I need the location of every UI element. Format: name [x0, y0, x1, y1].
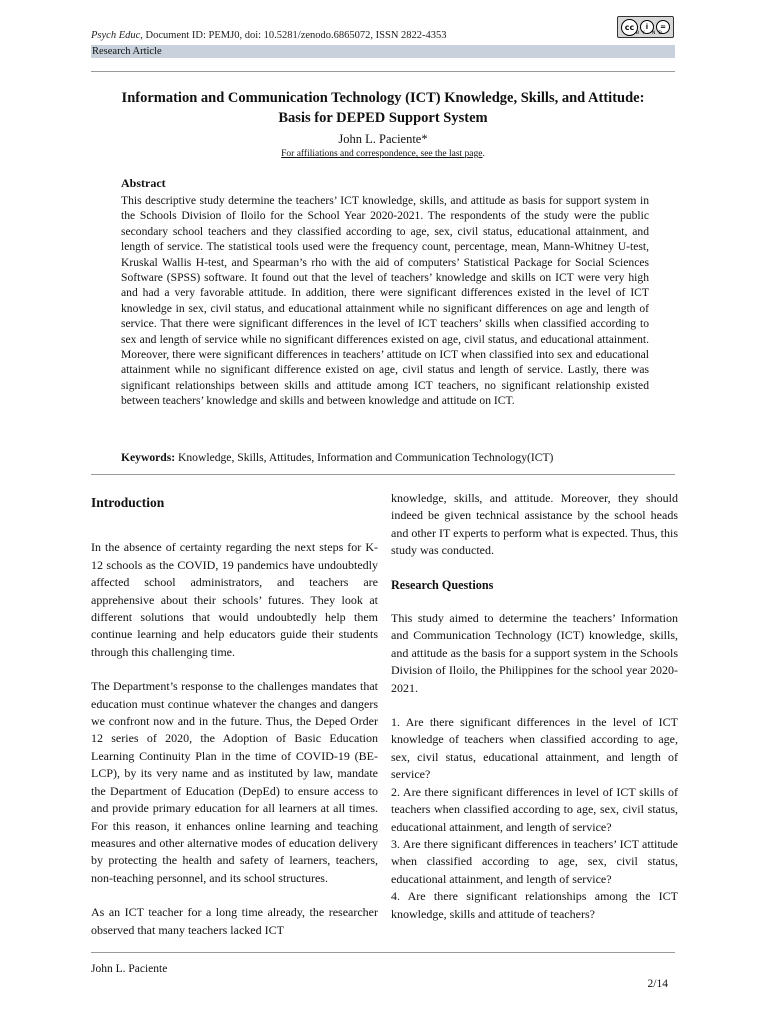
abstract-divider — [91, 474, 675, 475]
research-question: 4. Are there significant relationships among the ICT knowledge, skills and attitude of teachers? — [391, 889, 678, 921]
research-question: 2. Are there significant differences in level of ICT skills of teachers when classified according to age, sex, civil status, educational attainment, and length of service? — [391, 784, 678, 834]
affiliation-note — [91, 149, 675, 159]
abstract-heading: Abstract — [121, 176, 166, 190]
keywords-text: Knowledge, Skills, Attitudes, Information and Communication Technology(ICT) — [175, 451, 554, 464]
intro-paragraph-2: The Department’s response to the challenges mandates that education must continue whatever the changes and dangers we confront now and in the future. Thus, the Deped Order 12 series of 2020, the Adoption of Basic Education Learning Continuity Plan in the time of COVID-19 (BE-LCP), by its very name and as instituted by law, mandate the Department of Education (DepEd) to ensure access to and provide primary education for all learners at all times. For this reason, it enhances online learning and teaching measures and other alternative modes of education delivery by protecting the health and safety of learners, teachers, non-teaching personnel, and its school structures. — [91, 679, 378, 885]
keywords-label: Keywords: — [121, 451, 176, 464]
article-type-bar: Research Article — [91, 45, 675, 58]
affiliation-suffix: . — [482, 149, 485, 159]
journal-meta: , Document ID: PEMJ0, doi: 10.5281/zenodo.6865072, ISSN 2822-4353 — [140, 30, 447, 41]
introduction-heading: Introduction — [91, 495, 165, 510]
research-questions-list — [391, 714, 678, 923]
page-number: 2/14 — [647, 978, 668, 990]
no-derivatives-icon: = — [656, 20, 670, 34]
keywords — [121, 451, 649, 464]
right-column — [391, 490, 678, 923]
author-name: John L. Paciente* — [338, 132, 428, 146]
research-questions-heading: Research Questions — [391, 577, 494, 592]
intro-paragraph-3: As an ICT teacher for a long time already, the researcher observed that many teachers lacked ICT — [91, 905, 378, 937]
footer-author: John L. Paciente — [91, 963, 168, 975]
continuation-paragraph: knowledge, skills, and attitude. Moreover, they should indeed be given technical assistance by the school heads and other IT experts to perform what is expected. Thus, this study was conducted. — [391, 491, 678, 558]
paper-title — [91, 88, 675, 128]
title-line-1: Information and Communication Technology (ICT) Knowledge, Skills, and Attitude: — [121, 90, 645, 106]
intro-paragraph-1: In the absence of certainty regarding the next steps for K-12 schools as the COVID, 19 pandemics have undoubtedly affected school administrators, and teachers are apprehensive about their schools’ futures. They look at different solutions that would undoubtedly help them continue learning and help educators guide their students through this challenging time. — [91, 540, 378, 659]
abstract-text: This descriptive study determine the teachers’ ICT knowledge, skills, and attitude as basis for support system in the Schools Division of Iloilo for the School Year 2020-2021. The respondents of the study were the public secondary school teachers and they classified according to age, sex, civil status, educational attainment, and length of service. The statistical tools used were the frequency count, percentage, mean, Mann-Whitney U-test, Kruskal Wallis H-test, and Spearman’s rho with the aid of computers’ Statistical Package for Social Sciences Software (SPSS) software. It found out that the level of teachers’ knowledge and skills on ICT were very high and had a very favorable attitude. In addition, there were significant differences existed in the level of ICT knowledge in sex, civil status, and educational attainment while no significant differences on age and length of service. That there were significant differences in the level of ICT teachers’ skills when classified according to sex and length of service while no significant differences existed on age, civil status, and educational attainment. Moreover, there were significant differences in teachers’ attitude on ICT when classified into sex and educational attainment while no significant difference existed on age, civil status and length of service. Lastly, there was significant relationships between skills and attitude among ICT teachers, no significant relationship existed between teachers’ knowledge and skills and between knowledge and attitude on ICT. — [121, 194, 649, 408]
footer-divider — [91, 952, 675, 953]
cc-license-sub: BY ND — [636, 31, 665, 36]
left-column — [91, 490, 378, 956]
attribution-icon: i — [640, 20, 654, 34]
affiliation-link[interactable]: For affiliations and correspondence, see the last page — [281, 149, 483, 159]
journal-header — [91, 30, 611, 41]
header-divider — [91, 71, 675, 72]
research-question: 1. Are there significant differences in the level of ICT knowledge of teachers when classified according to age, sex, civil status, educational attainment, and length of service? — [391, 715, 678, 782]
rq-intro-paragraph: This study aimed to determine the teachers’ Information and Communication Technology (ICT) knowledge, skills, and attitude as the basis for a support system in the Schools Division of Iloilo, the Philippines for the school year 2020- 2021. — [391, 611, 678, 695]
cc-icon: cc — [621, 19, 638, 36]
research-question: 3. Are there significant differences in teachers’ ICT attitude when classified according to age, sex, civil status, educational attainment, and length of service? — [391, 836, 678, 886]
title-line-2: Basis for DEPED Support System — [278, 110, 488, 126]
journal-name: Psych Educ — [91, 30, 141, 41]
